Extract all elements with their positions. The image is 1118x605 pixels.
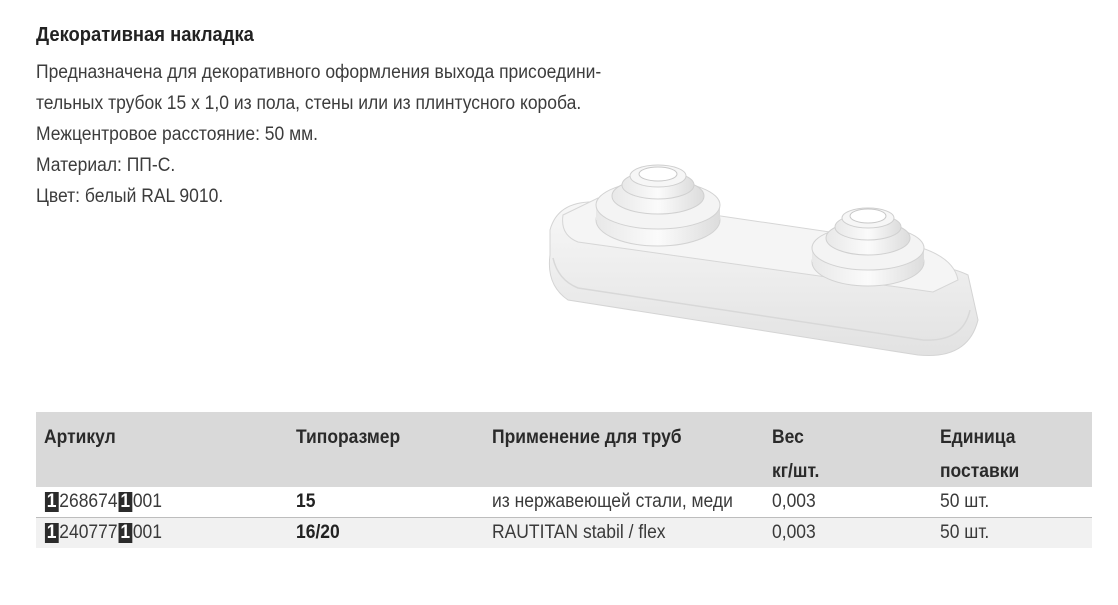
description-line: Материал: ПП-С. bbox=[36, 155, 176, 176]
header-unit bbox=[940, 421, 1019, 489]
header-unit-line2: поставки bbox=[940, 461, 1020, 482]
size-cell: 16/20 bbox=[296, 522, 340, 543]
article-box: 1 bbox=[46, 491, 57, 512]
article-number bbox=[44, 521, 162, 545]
header-size: Типоразмер bbox=[296, 427, 401, 448]
description-line: Цвет: белый RAL 9010. bbox=[36, 186, 224, 207]
weight-cell: 0,003 bbox=[772, 491, 816, 512]
description-line: Межцентровое расстояние: 50 мм. bbox=[36, 124, 318, 145]
product-description bbox=[36, 57, 625, 212]
header-unit-line1: Единица bbox=[940, 427, 1016, 448]
article-box: 1 bbox=[120, 522, 131, 543]
table-row bbox=[36, 517, 1092, 548]
header-article: Артикул bbox=[44, 427, 116, 448]
article-number bbox=[44, 490, 162, 514]
unit-cell: 50 шт. bbox=[940, 491, 990, 512]
header-weight bbox=[772, 421, 819, 489]
description-line: тельных трубок 15 х 1,0 из пола, стены или из плинтусного короба. bbox=[36, 93, 582, 114]
application-cell: из нержавеющей стали, меди bbox=[492, 491, 733, 512]
header-weight-line2: кг/шт. bbox=[772, 461, 820, 482]
table-header bbox=[36, 412, 1092, 487]
header-weight-line1: Вес bbox=[772, 427, 804, 448]
product-title: Декоративная накладка bbox=[36, 24, 254, 46]
specification-table bbox=[36, 412, 1092, 548]
size-cell: 15 bbox=[296, 491, 316, 512]
unit-cell: 50 шт. bbox=[940, 522, 990, 543]
header-application: Применение для труб bbox=[492, 427, 682, 448]
article-part: 268674 bbox=[59, 491, 118, 512]
article-part: 001 bbox=[132, 491, 163, 512]
weight-cell: 0,003 bbox=[772, 522, 816, 543]
article-part: 240777 bbox=[59, 522, 118, 543]
article-part: 001 bbox=[132, 522, 163, 543]
table-row bbox=[36, 487, 1092, 517]
description-line: Предназначена для декоративного оформления выхода присоедини- bbox=[36, 62, 602, 83]
article-box: 1 bbox=[46, 522, 57, 543]
application-cell: RAUTITAN stabil / flex bbox=[492, 522, 666, 543]
product-image bbox=[538, 160, 988, 370]
article-box: 1 bbox=[120, 491, 131, 512]
